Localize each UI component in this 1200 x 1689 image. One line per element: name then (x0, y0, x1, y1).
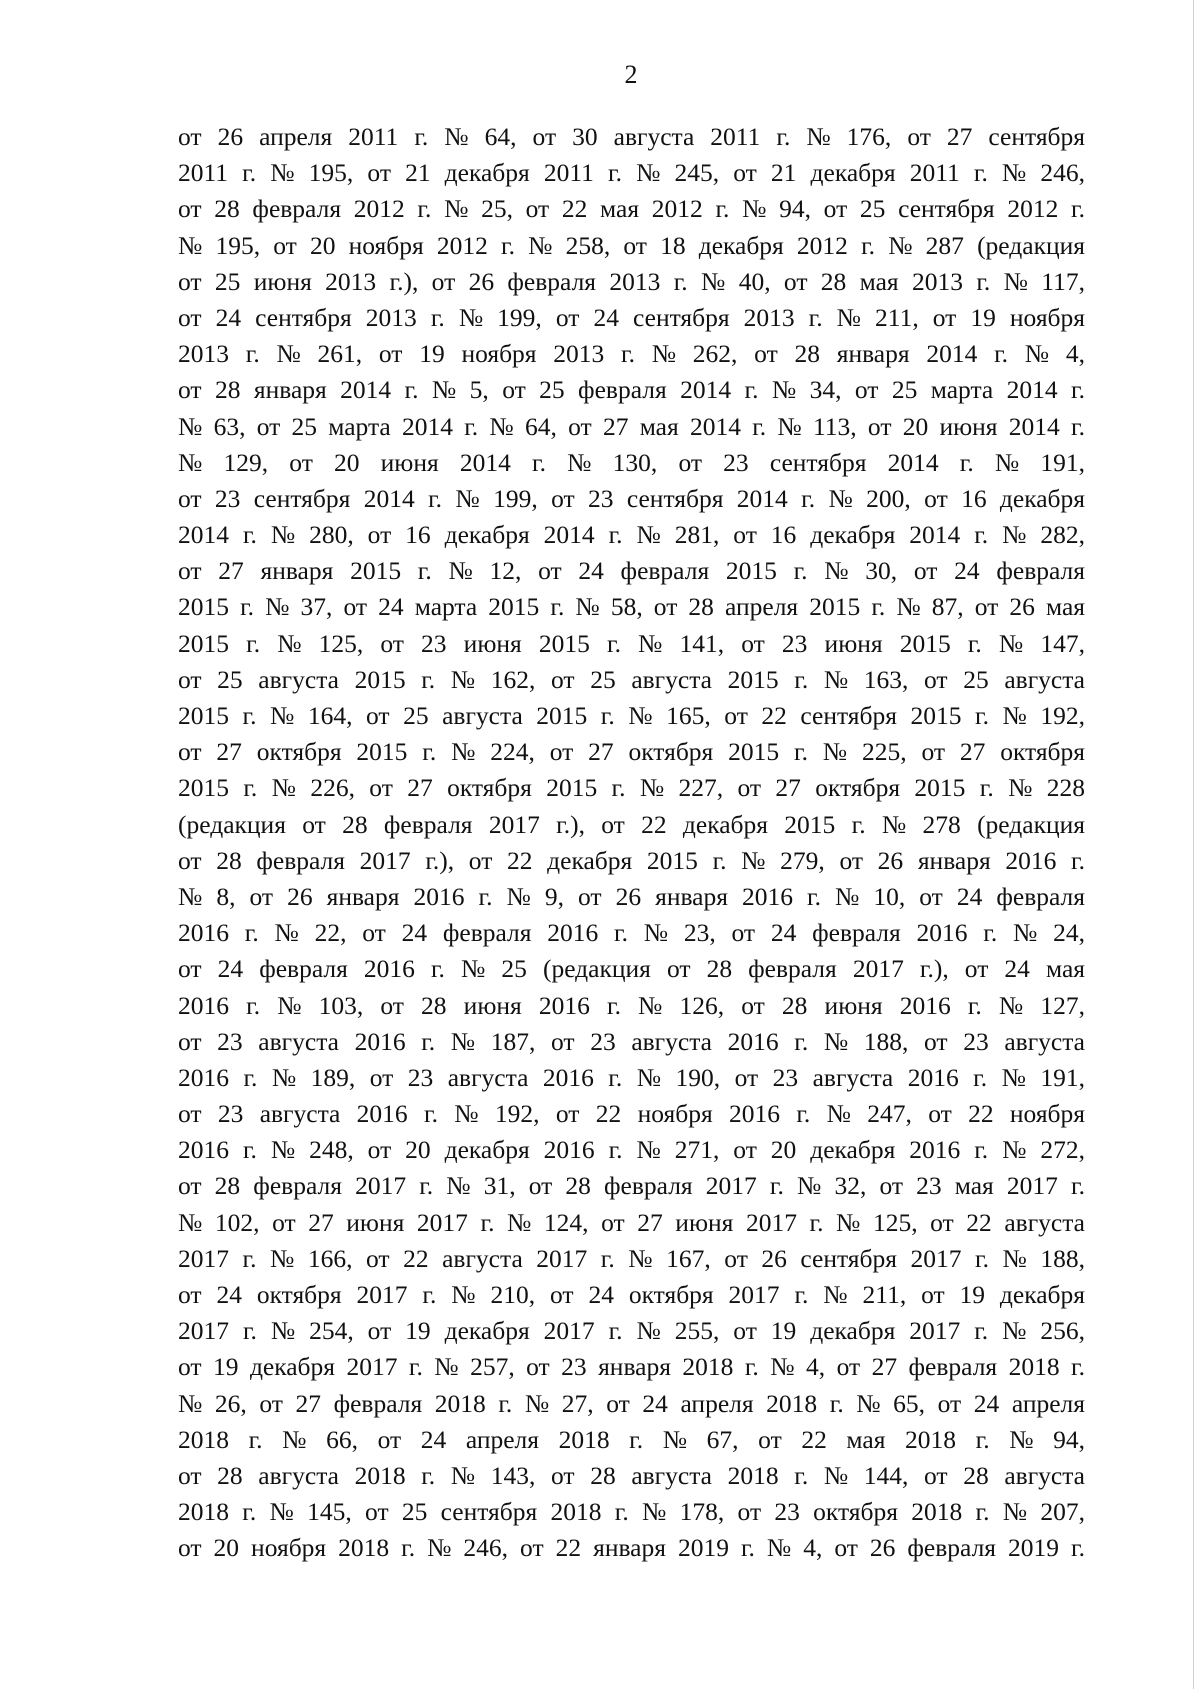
text-line: 2011 г. № 195, от 21 декабря 2011 г. № 245, от 21 декабря 2011 г. № 246, (178, 158, 1085, 188)
text-line: от 27 октября 2015 г. № 224, от 27 октября 2015 г. № 225, от 27 октября (178, 737, 1085, 767)
text-line: от 27 января 2015 г. № 12, от 24 февраля 2015 г. № 30, от 24 февраля (178, 556, 1085, 586)
text-line: от 28 февраля 2017 г. № 31, от 28 февраля 2017 г. № 32, от 23 мая 2017 г. (178, 1171, 1085, 1201)
text-line: от 23 августа 2016 г. № 192, от 22 ноября 2016 г. № 247, от 22 ноября (178, 1099, 1085, 1129)
text-line: 2017 г. № 166, от 22 августа 2017 г. № 167, от 26 сентября 2017 г. № 188, (178, 1243, 1085, 1273)
text-line: № 195, от 20 ноября 2012 г. № 258, от 18 декабря 2012 г. № 287 (редакция (178, 230, 1085, 260)
text-line: 2017 г. № 254, от 19 декабря 2017 г. № 255, от 19 декабря 2017 г. № 256, (178, 1316, 1085, 1346)
text-line: от 24 сентября 2013 г. № 199, от 24 сентября 2013 г. № 211, от 19 ноября (178, 302, 1085, 332)
text-line: 2015 г. № 37, от 24 марта 2015 г. № 58, от 28 апреля 2015 г. № 87, от 26 мая (178, 592, 1085, 622)
text-line: 2014 г. № 280, от 16 декабря 2014 г. № 281, от 16 декабря 2014 г. № 282, (178, 520, 1085, 550)
text-line: № 63, от 25 марта 2014 г. № 64, от 27 мая 2014 г. № 113, от 20 июня 2014 г. (178, 411, 1085, 441)
text-line: от 23 августа 2016 г. № 187, от 23 августа 2016 г. № 188, от 23 августа (178, 1026, 1085, 1056)
text-line: от 28 февраля 2012 г. № 25, от 22 мая 2012 г. № 94, от 25 сентября 2012 г. (178, 194, 1085, 224)
text-line: № 8, от 26 января 2016 г. № 9, от 26 января 2016 г. № 10, от 24 февраля (178, 881, 1085, 911)
text-line: 2018 г. № 145, от 25 сентября 2018 г. № 178, от 23 октября 2018 г. № 207, (178, 1497, 1085, 1527)
text-line: (редакция от 28 февраля 2017 г.), от 22 декабря 2015 г. № 278 (редакция (178, 809, 1085, 839)
text-line: 2016 г. № 22, от 24 февраля 2016 г. № 23, от 24 февраля 2016 г. № 24, (178, 918, 1085, 948)
text-line: 2015 г. № 164, от 25 августа 2015 г. № 165, от 22 сентября 2015 г. № 192, (178, 701, 1085, 730)
text-line: 2013 г. № 261, от 19 ноября 2013 г. № 262, от 28 января 2014 г. № 4, (178, 339, 1085, 369)
text-line: от 20 ноября 2018 г. № 246, от 22 января 2019 г. № 4, от 26 февраля 2019 г. (178, 1533, 1085, 1563)
text-line: от 24 октября 2017 г. № 210, от 24 октября 2017 г. № 211, от 19 декабря (178, 1280, 1085, 1309)
text-line: от 19 декабря 2017 г. № 257, от 23 января 2018 г. № 4, от 27 февраля 2018 г. (178, 1352, 1085, 1382)
text-line: 2016 г. № 103, от 28 июня 2016 г. № 126, от 28 июня 2016 г. № 127, (178, 990, 1085, 1020)
text-line: от 28 января 2014 г. № 5, от 25 февраля 2014 г. № 34, от 25 марта 2014 г. (178, 375, 1085, 405)
text-line: от 23 сентября 2014 г. № 199, от 23 сентября 2014 г. № 200, от 16 декабря (178, 483, 1085, 513)
text-line: 2018 г. № 66, от 24 апреля 2018 г. № 67, от 22 мая 2018 г. № 94, (178, 1424, 1085, 1454)
document-text (178, 119, 1085, 1567)
text-line: № 129, от 20 июня 2014 г. № 130, от 23 сентября 2014 г. № 191, (178, 447, 1085, 477)
page-edge (1193, 0, 1194, 1689)
text-line: № 26, от 27 февраля 2018 г. № 27, от 24 апреля 2018 г. № 65, от 24 апреля (178, 1388, 1085, 1418)
page-number: 2 (624, 60, 638, 89)
text-line: 2015 г. № 226, от 27 октября 2015 г. № 227, от 27 октября 2015 г. № 228 (178, 773, 1085, 803)
text-line: от 25 июня 2013 г.), от 26 февраля 2013 г. № 40, от 28 мая 2013 г. № 117, (178, 266, 1085, 296)
text-line: от 24 февраля 2016 г. № 25 (редакция от 28 февраля 2017 г.), от 24 мая (178, 954, 1085, 984)
text-line: 2015 г. № 125, от 23 июня 2015 г. № 141, от 23 июня 2015 г. № 147, (178, 628, 1085, 658)
text-line: от 25 августа 2015 г. № 162, от 25 августа 2015 г. № 163, от 25 августа (178, 664, 1085, 694)
text-line: от 28 февраля 2017 г.), от 22 декабря 2015 г. № 279, от 26 января 2016 г. (178, 845, 1085, 875)
text-line: 2016 г. № 248, от 20 декабря 2016 г. № 271, от 20 декабря 2016 г. № 272, (178, 1135, 1085, 1165)
text-line: № 102, от 27 июня 2017 г. № 124, от 27 июня 2017 г. № 125, от 22 августа (178, 1207, 1085, 1237)
text-line: 2016 г. № 189, от 23 августа 2016 г. № 190, от 23 августа 2016 г. № 191, (178, 1062, 1085, 1092)
text-line: от 26 апреля 2011 г. № 64, от 30 августа 2011 г. № 176, от 27 сентября (178, 122, 1085, 151)
text-line: от 28 августа 2018 г. № 143, от 28 августа 2018 г. № 144, от 28 августа (178, 1460, 1085, 1490)
